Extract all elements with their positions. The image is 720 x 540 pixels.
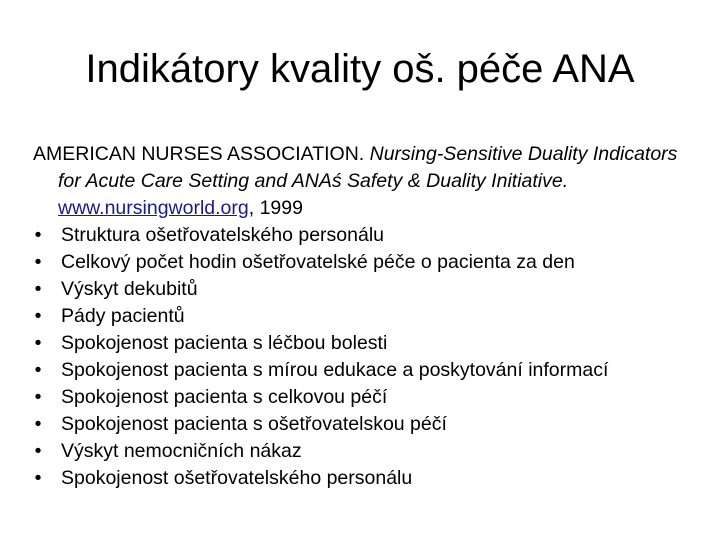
bullet-icon: •	[34, 332, 42, 354]
list-item	[33, 438, 703, 465]
bullet-icon: •	[34, 413, 42, 435]
reference-citation	[33, 141, 703, 222]
list-item-text: Spokojenost pacienta s celkovou péčí	[61, 386, 388, 408]
list-item-text: Spokojenost pacienta s mírou edukace a poskytování informací	[61, 359, 609, 381]
list-item	[33, 249, 703, 276]
reference-link[interactable]: www.nursingworld.org	[58, 197, 249, 219]
list-item-text: Spokojenost pacienta s ošetřovatelskou péčí	[61, 413, 447, 435]
bullet-icon: •	[34, 440, 42, 462]
reference-work-title: Nursing-Sensitive Duality Indicators for Acute Care Setting and ANAś Safety & Duality Initiative.	[58, 143, 678, 192]
list-item	[33, 330, 703, 357]
bullet-icon: •	[34, 278, 42, 300]
list-item	[33, 222, 703, 249]
list-item-text: Spokojenost pacienta s léčbou bolesti	[61, 332, 388, 354]
list-item-text: Struktura ošetřovatelského personálu	[61, 224, 385, 246]
slide-title: Indikátory kvality oš. péče ANA	[85, 47, 635, 91]
list-item-text: Výskyt dekubitů	[61, 278, 198, 300]
bullet-icon: •	[34, 224, 42, 246]
list-item	[33, 276, 703, 303]
bullet-icon: •	[34, 467, 42, 489]
list-item	[33, 384, 703, 411]
reference-author: AMERICAN NURSES ASSOCIATION.	[33, 143, 365, 165]
list-item	[33, 465, 703, 492]
list-item-text: Celkový počet hodin ošetřovatelské péče o pacienta za den	[61, 251, 575, 273]
bullet-icon: •	[34, 305, 42, 327]
list-item-text: Pády pacientů	[61, 305, 185, 327]
list-item-text: Spokojenost ošetřovatelského personálu	[61, 467, 413, 489]
list-item	[33, 411, 703, 438]
slide-content	[33, 141, 703, 492]
list-item	[33, 303, 703, 330]
list-item	[33, 357, 703, 384]
list-item-text: Výskyt nemocničních nákaz	[61, 440, 302, 462]
reference-year: , 1999	[248, 197, 303, 219]
indicator-list	[33, 222, 703, 492]
bullet-icon: •	[34, 386, 42, 408]
bullet-icon: •	[34, 251, 42, 273]
bullet-icon: •	[34, 359, 42, 381]
